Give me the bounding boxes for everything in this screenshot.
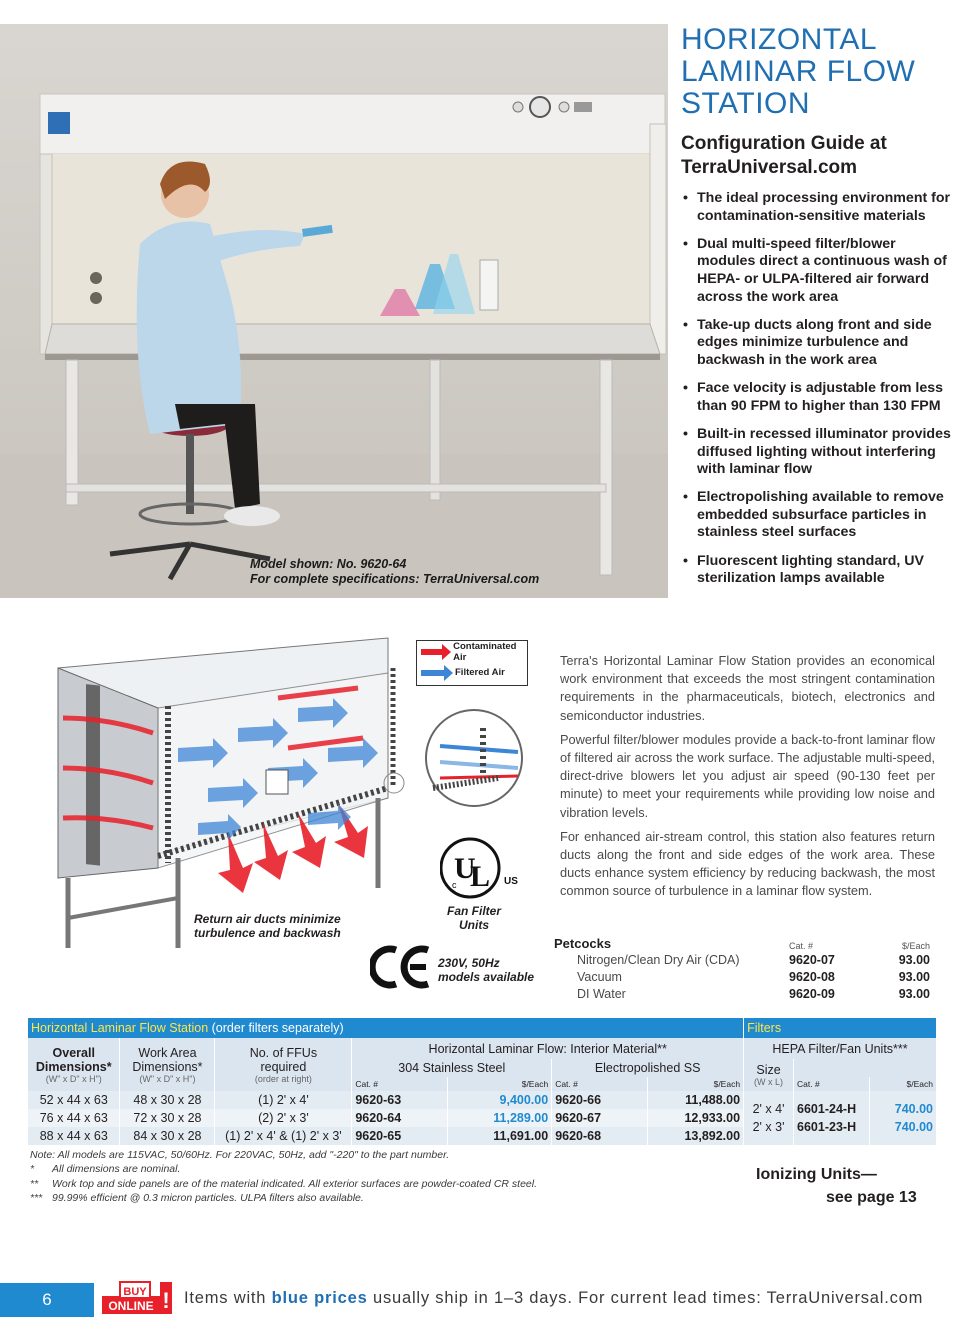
col-size-units: (W x L) xyxy=(754,1077,784,1087)
blue-arrow-icon xyxy=(421,668,451,678)
ionizing-line: Ionizing Units— xyxy=(756,1166,877,1183)
note-text: All dimensions are nominal. xyxy=(52,1163,181,1176)
petcocks-title: Petcocks xyxy=(554,936,612,951)
ul-suffix: US xyxy=(504,876,518,887)
feature-item: • Electropolishing available to remove embedded subsurface particles in stainless steel surfaces xyxy=(681,489,956,542)
col-ffu-label: No. of FFUs xyxy=(249,1045,318,1060)
cell-overall: 52 x 44 x 63 xyxy=(28,1091,120,1109)
cell-ffu: (1) 2' x 4' xyxy=(215,1091,352,1109)
each-label: $/Each xyxy=(448,1077,552,1091)
cell-filter-cats xyxy=(794,1091,870,1145)
fan-caption-line: Units xyxy=(459,918,489,932)
petcock-cat: 9620-09 xyxy=(789,986,835,1001)
description-paragraph: Powerful filter/blower modules provide a back-to-front laminar flow of filtered air across the work surface. The adjustable multi-speed, direct-drive blowers let you adjust air speed (90-130 feet per minute) to meet your requirements while providing low noise and vibration levels. xyxy=(560,731,935,820)
note-key: * xyxy=(30,1163,35,1176)
return-ducts-caption xyxy=(194,912,341,940)
pricing-table xyxy=(28,1018,937,1145)
filters-title-cell xyxy=(744,1018,937,1038)
ionizing-line: see page 13 xyxy=(826,1189,917,1206)
cell-ep-price: 11,488.00 xyxy=(648,1091,744,1109)
petcock-cat: 9620-08 xyxy=(789,969,835,984)
ce-caption-line: 230V, 50Hz xyxy=(438,956,500,970)
filter-size: 2' x 3' xyxy=(752,1120,785,1134)
cell-ss-price: 9,400.00 xyxy=(448,1091,552,1109)
cell-ss-cat: 9620-63 xyxy=(352,1091,448,1109)
return-caption-line: Return air ducts minimize xyxy=(194,912,341,926)
table-row xyxy=(28,1091,937,1109)
petcocks-header xyxy=(554,934,930,951)
cell-ss-cat: 9620-64 xyxy=(352,1109,448,1127)
table-header-row xyxy=(28,1038,937,1059)
petcocks-price-header: $/Each xyxy=(901,941,930,951)
buy-label: BUY xyxy=(123,1286,147,1298)
note-line: Note: All models are 115VAC, 50/60Hz. For 220VAC, 50Hz, add "-220" to the part number. xyxy=(30,1149,450,1161)
col-size-label: Size xyxy=(756,1063,781,1077)
laminar-flow-station-illustration xyxy=(0,24,668,598)
cell-overall: 76 x 44 x 63 xyxy=(28,1109,120,1127)
page-number: 6 xyxy=(0,1283,94,1317)
feature-item: • Dual multi-speed filter/blower modules direct a continuous wash of HEPA- or ULPA-filtered air forward across the work area xyxy=(681,236,956,306)
col-work-label: Work Area xyxy=(138,1045,197,1060)
petcock-price: 93.00 xyxy=(898,969,930,984)
footer-text-blue: blue prices xyxy=(271,1289,368,1307)
col-ffu xyxy=(215,1038,352,1091)
petcock-price: 93.00 xyxy=(898,986,930,1001)
ce-caption-line: models available xyxy=(438,970,535,984)
filter-cat: 6601-24-H xyxy=(797,1102,857,1116)
table-title: Horizontal Laminar Flow Station xyxy=(31,1021,209,1035)
legend-contaminated xyxy=(417,641,527,662)
cat-label: Cat. # xyxy=(794,1077,870,1091)
svg-text:!: ! xyxy=(162,1288,170,1313)
svg-text:c: c xyxy=(452,880,457,890)
col-size xyxy=(744,1059,794,1091)
filter-cat: 6601-23-H xyxy=(797,1120,857,1134)
cell-ss-price: 11,691.00 xyxy=(448,1127,552,1145)
page-title: HORIZONTAL LAMINAR FLOW STATION xyxy=(681,23,916,120)
return-caption-line: turbulence and backwash xyxy=(194,926,341,940)
photo-caption xyxy=(250,557,539,587)
cell-ffu: (1) 2' x 4' & (1) 2' x 3' xyxy=(215,1127,352,1145)
col-overall xyxy=(28,1038,120,1091)
col-work-label2: Dimensions* xyxy=(132,1059,203,1074)
fan-caption-line: Fan Filter xyxy=(446,904,501,918)
petcocks-row xyxy=(554,951,930,968)
description-paragraph: Terra's Horizontal Laminar Flow Station provides an economical work environment that exceeds the most stringent contamination requirements in the pharmaceuticals, biotech, electronics and semiconductor industries. xyxy=(560,653,935,723)
petcock-desc: Nitrogen/Clean Dry Air (CDA) xyxy=(577,952,740,967)
cell-ep-cat: 9620-68 xyxy=(552,1127,648,1145)
col-hepa: HEPA Filter/Fan Units*** xyxy=(744,1038,937,1059)
cell-work: 48 x 30 x 28 xyxy=(120,1091,215,1109)
footer-shipping-note xyxy=(184,1289,923,1308)
col-overall-units: (W" x D" x H") xyxy=(45,1073,102,1084)
each-label: $/Each xyxy=(869,1077,936,1091)
red-arrow-icon xyxy=(421,647,449,657)
note-text: Work top and side panels are of the material indicated. All exterior surfaces are powder-coated CR steel. xyxy=(52,1177,537,1190)
cell-work: 72 x 30 x 28 xyxy=(120,1109,215,1127)
legend-filtered xyxy=(417,662,527,683)
petcocks-row xyxy=(554,985,930,1002)
note-line xyxy=(30,1177,730,1191)
cell-ffu: (2) 2' x 3' xyxy=(215,1109,352,1127)
col-ffu-label2: required xyxy=(260,1059,307,1074)
svg-text:L: L xyxy=(470,860,491,893)
legend-filtered-label: Filtered Air xyxy=(455,667,505,678)
note-line xyxy=(30,1191,730,1205)
cell-ep-cat: 9620-66 xyxy=(552,1091,648,1109)
col-overall-label2: Dimensions* xyxy=(35,1059,112,1074)
photo-caption-specs: For complete specifications: TerraUniversal.com xyxy=(250,572,540,586)
petcocks-row xyxy=(554,968,930,985)
ce-mark-icon xyxy=(370,944,434,990)
footer-text-c: usually ship in 1–3 days. For current lead times: TerraUniversal.com xyxy=(367,1289,924,1307)
cell-ss-cat: 9620-65 xyxy=(352,1127,448,1145)
feature-item: • Fluorescent lighting standard, UV sterilization lamps available xyxy=(681,553,956,588)
each-label: $/Each xyxy=(648,1077,744,1091)
filter-price: 740.00 xyxy=(894,1102,933,1116)
petcock-desc: Vacuum xyxy=(577,969,622,984)
cell-overall: 88 x 44 x 63 xyxy=(28,1127,120,1145)
feature-item: • Take-up ducts along front and side edges minimize turbulence and backwash in the work area xyxy=(681,317,956,370)
ce-caption xyxy=(438,956,534,984)
petcock-desc: DI Water xyxy=(577,986,626,1001)
feature-item: • Built-in recessed illuminator provides diffused lighting without interfering with laminar flow xyxy=(681,426,956,479)
ul-certification-icon xyxy=(440,836,520,900)
note-text: 99.99% efficient @ 0.3 micron particles. ULPA filters also available. xyxy=(52,1192,364,1205)
col-work xyxy=(120,1038,215,1091)
note-key: *** xyxy=(30,1192,43,1205)
cell-ep-price: 13,892.00 xyxy=(648,1127,744,1145)
col-material: Horizontal Laminar Flow: Interior Material** xyxy=(352,1038,744,1059)
airflow-legend xyxy=(416,640,528,686)
col-hepa-spacer xyxy=(794,1059,937,1077)
note-line xyxy=(30,1162,730,1176)
feature-item: • The ideal processing environment for contamination-sensitive materials xyxy=(681,190,956,225)
cat-label: Cat. # xyxy=(352,1077,448,1091)
page-subtitle: Configuration Guide at TerraUniversal.com xyxy=(681,133,887,178)
fan-filter-caption xyxy=(438,904,510,932)
feature-item: • Face velocity is adjustable from less than 90 FPM to higher than 130 FPM xyxy=(681,380,956,415)
legend-contaminated-label: Contaminated Air xyxy=(453,640,517,663)
cell-filter-prices xyxy=(869,1091,936,1145)
footer-text-a: Items with xyxy=(184,1289,272,1307)
table-title-bar xyxy=(28,1018,937,1038)
table-title-note: (order filters separately) xyxy=(208,1021,344,1035)
petcocks-table xyxy=(554,934,930,1002)
online-label: ONLINE xyxy=(108,1299,154,1313)
feature-list xyxy=(681,190,956,598)
description-paragraph: For enhanced air-stream control, this station also features return ducts along the front and side edges of the work area. These ducts enhance system efficiency by reducing backwash, the most common source of turbulence in a laminar flow system. xyxy=(560,828,935,899)
photo-caption-model: Model shown: No. 9620-64 xyxy=(250,557,407,571)
product-photo xyxy=(0,24,668,598)
petcock-cat: 9620-07 xyxy=(789,952,835,967)
col-ffu-note: (order at right) xyxy=(254,1073,312,1084)
filter-size: 2' x 4' xyxy=(752,1102,785,1116)
note-key: ** xyxy=(30,1177,39,1190)
cell-ss-price: 11,289.00 xyxy=(448,1109,552,1127)
table-notes xyxy=(30,1148,730,1206)
col-overall-label: Overall xyxy=(52,1045,95,1060)
filters-title: Filters xyxy=(747,1021,782,1035)
cat-label: Cat. # xyxy=(552,1077,648,1091)
ionizing-units-link[interactable] xyxy=(756,1163,917,1209)
petcock-price: 93.00 xyxy=(898,952,930,967)
cell-ep-price: 12,933.00 xyxy=(648,1109,744,1127)
svg-text:U: U xyxy=(454,852,476,885)
col-work-units: (W" x D" x H") xyxy=(139,1073,196,1084)
product-description xyxy=(560,652,935,907)
col-ep: Electropolished SS xyxy=(552,1059,744,1077)
petcocks-cat-header: Cat. # xyxy=(789,941,814,951)
col-ss: 304 Stainless Steel xyxy=(352,1059,552,1077)
cell-ep-cat: 9620-67 xyxy=(552,1109,648,1127)
table-title-cell xyxy=(28,1018,744,1038)
cell-work: 84 x 30 x 28 xyxy=(120,1127,215,1145)
cell-filter-sizes xyxy=(744,1091,794,1145)
buy-online-icon[interactable] xyxy=(102,1280,174,1316)
filter-price: 740.00 xyxy=(894,1120,933,1134)
